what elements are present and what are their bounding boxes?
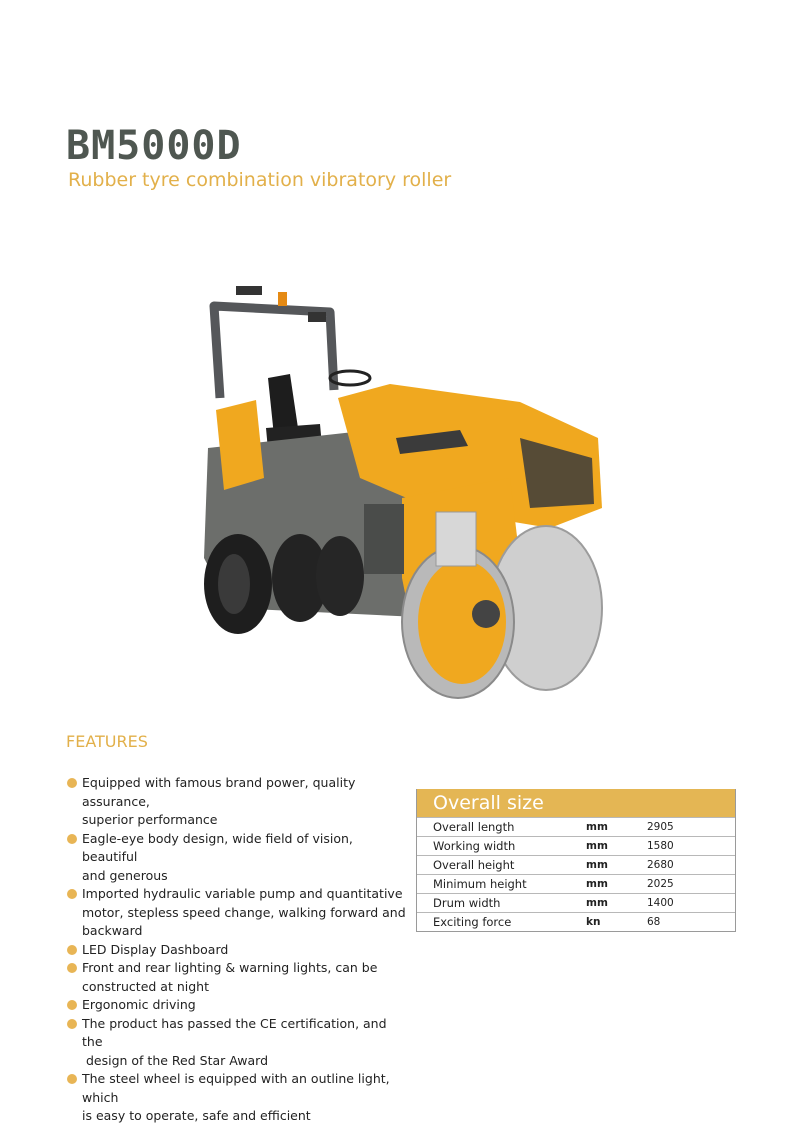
feature-item (66, 774, 411, 830)
table-row (417, 836, 735, 855)
spec-unit: mm (586, 821, 608, 833)
spec-unit: mm (586, 897, 608, 909)
feature-item (66, 1015, 411, 1071)
feature-line: Front and rear lighting & warning lights, can be (82, 960, 378, 975)
table-row (417, 855, 735, 874)
bullet-icon (67, 778, 77, 788)
features-heading: FEATURES (66, 732, 148, 751)
bullet-icon (67, 889, 77, 899)
spec-value: 1400 (647, 897, 674, 909)
feature-line: Eagle-eye body design, wide field of vision, beautiful (82, 830, 353, 864)
feature-line: backward (82, 923, 143, 938)
spec-value: 1580 (647, 840, 674, 852)
feature-line: The steel wheel is equipped with an outline light, which (82, 1071, 390, 1105)
feature-line: is easy to operate, safe and efficient (82, 1108, 311, 1123)
bullet-icon (67, 1019, 77, 1029)
road-roller-icon (190, 278, 630, 708)
feature-line: Ergonomic driving (82, 997, 196, 1012)
overall-size-table (416, 789, 736, 932)
feature-line: LED Display Dashboard (82, 941, 229, 957)
spec-unit: kn (586, 916, 601, 928)
spec-label: Working width (433, 839, 516, 853)
bullet-icon (67, 834, 77, 844)
feature-item (66, 830, 411, 886)
bullet-icon (67, 945, 77, 955)
feature-item (66, 1070, 411, 1126)
product-model-title: BM5000D (66, 123, 242, 169)
feature-line: motor, stepless speed change, walking forward and (82, 904, 406, 920)
feature-line: design of the Red Star Award (82, 1052, 269, 1068)
product-subtitle: Rubber tyre combination vibratory roller (68, 169, 452, 191)
road-roller-image (190, 278, 630, 708)
feature-line: superior performance (82, 812, 218, 827)
feature-line: The product has passed the CE certification, and the (82, 1015, 387, 1049)
bullet-icon (67, 963, 77, 973)
spec-label: Overall height (433, 858, 515, 872)
feature-line: Imported hydraulic variable pump and quantitative (82, 886, 403, 901)
spec-unit: mm (586, 878, 608, 890)
spec-value: 2025 (647, 878, 674, 890)
feature-line: and generous (82, 867, 168, 883)
spec-unit: mm (586, 859, 608, 871)
table-row (417, 893, 735, 912)
spec-value: 68 (647, 916, 661, 928)
feature-item (66, 885, 411, 941)
bullet-icon (67, 1074, 77, 1084)
table-row (417, 817, 735, 836)
table-row (417, 874, 735, 893)
feature-line: constructed at night (82, 978, 209, 994)
spec-label: Drum width (433, 896, 501, 910)
feature-item (66, 959, 411, 996)
feature-item (66, 996, 411, 1015)
spec-label: Overall length (433, 820, 515, 834)
spec-label: Exciting force (433, 915, 512, 929)
spec-value: 2905 (647, 821, 674, 833)
spec-value: 2680 (647, 859, 674, 871)
spec-label: Minimum height (433, 877, 527, 891)
table-title: Overall size (417, 789, 735, 817)
feature-item (66, 941, 411, 960)
spec-unit: mm (586, 840, 608, 852)
feature-line: Equipped with famous brand power, quality assurance, (82, 775, 356, 809)
features-list (66, 774, 411, 1126)
table-row (417, 912, 735, 931)
bullet-icon (67, 1000, 77, 1010)
